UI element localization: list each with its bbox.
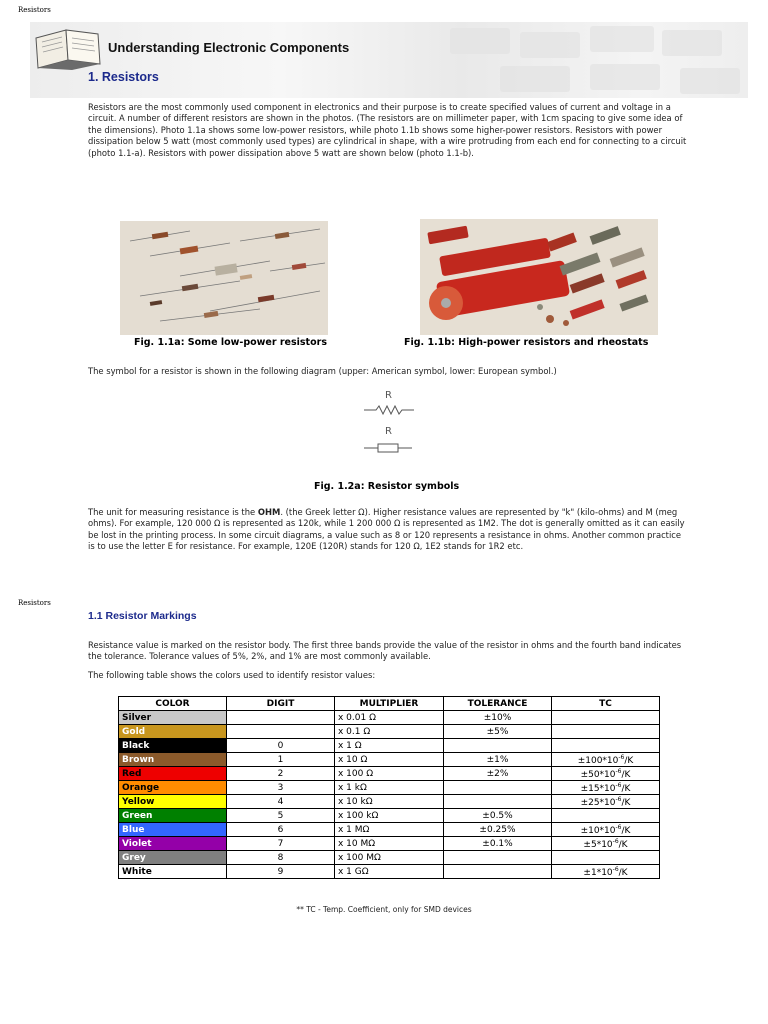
multiplier-cell: x 1 Ω xyxy=(335,739,444,753)
digit-cell: 7 xyxy=(227,837,335,851)
figure-caption-2a: Fig. 1.2a: Resistor symbols xyxy=(314,481,460,492)
multiplier-cell: x 10 Ω xyxy=(335,753,444,767)
open-book-icon xyxy=(32,24,104,70)
color-name-cell: Blue xyxy=(119,823,227,837)
digit-cell: 9 xyxy=(227,865,335,879)
color-name-cell: Orange xyxy=(119,781,227,795)
table-row xyxy=(119,739,660,753)
section-title: 1. Resistors xyxy=(88,70,159,84)
tolerance-cell xyxy=(444,781,552,795)
digit-cell: 2 xyxy=(227,767,335,781)
running-header: Resistors xyxy=(18,6,51,14)
digit-cell: 3 xyxy=(227,781,335,795)
table-row xyxy=(119,795,660,809)
table-intro: The following table shows the colors used to identify resistor values: xyxy=(88,670,376,680)
header-multiplier: MULTIPLIER xyxy=(335,697,444,711)
tc-cell: $\pm 10*10^{-6}/K$ xyxy=(552,823,660,837)
european-symbol-label: R xyxy=(385,426,392,437)
multiplier-cell: x 1 GΩ xyxy=(335,865,444,879)
page-title: Understanding Electronic Components xyxy=(108,40,350,55)
table-row xyxy=(119,809,660,823)
multiplier-cell: x 100 kΩ xyxy=(335,809,444,823)
tc-cell: $\pm 100*10^{-6}/K$ xyxy=(552,753,660,767)
digit-cell xyxy=(227,711,335,725)
color-name-cell: Green xyxy=(119,809,227,823)
european-resistor-symbol xyxy=(360,441,420,455)
digit-cell: 4 xyxy=(227,795,335,809)
table-row xyxy=(119,753,660,767)
unit-paragraph: The unit for measuring resistance is the OHM. (the Greek letter Ω). Higher resistance values are represented by "k" (kilo-ohms) and M (meg ohms). For example, 120 000 Ω is represented as 120k, while 1 200 000 Ω is represented as 1M2. The dot is generally omitted as it can easily be lost in the printing process. In some circuit diagrams, a value such as 8 or 120 represents a resistance in ohms. Another common practice is to use the letter E for resistance. For example, 120E (120R) stands for 120 Ω, 1E2 stands for 1R2 etc. xyxy=(88,507,685,552)
color-name-cell: Grey xyxy=(119,851,227,865)
table-header-row xyxy=(119,697,660,711)
symbol-paragraph: The symbol for a resistor is shown in the following diagram (upper: American symbol, lower: European symbol.) xyxy=(88,366,557,376)
color-name-cell: Yellow xyxy=(119,795,227,809)
tc-cell: $\pm 25*10^{-6}/K$ xyxy=(552,795,660,809)
multiplier-cell: x 10 MΩ xyxy=(335,837,444,851)
multiplier-cell: x 10 kΩ xyxy=(335,795,444,809)
tc-cell xyxy=(552,711,660,725)
markings-paragraph: Resistance value is marked on the resistor body. The first three bands provide the value of the resistor in ohms and the fourth band indicates the tolerance. Tolerance values of 5%, 2%, and 1% are most commonly available. xyxy=(88,640,682,662)
american-resistor-symbol xyxy=(360,404,420,416)
digit-cell: 0 xyxy=(227,739,335,753)
multiplier-cell: x 100 Ω xyxy=(335,767,444,781)
high-power-resistors-photo xyxy=(420,219,658,335)
digit-cell: 6 xyxy=(227,823,335,837)
color-name-cell: Red xyxy=(119,767,227,781)
digit-cell: 8 xyxy=(227,851,335,865)
tc-cell xyxy=(552,851,660,865)
digit-cell: 5 xyxy=(227,809,335,823)
tolerance-cell: ±1% xyxy=(444,753,552,767)
tolerance-cell: ±10% xyxy=(444,711,552,725)
tolerance-cell xyxy=(444,739,552,753)
color-code-table xyxy=(118,696,660,879)
multiplier-cell: x 100 MΩ xyxy=(335,851,444,865)
american-symbol-label: R xyxy=(385,390,392,401)
low-power-resistors-photo xyxy=(120,221,328,335)
multiplier-cell: x 0.1 Ω xyxy=(335,725,444,739)
resistor-symbols-diagram xyxy=(360,390,420,460)
page-banner xyxy=(30,22,748,98)
running-header: Resistors xyxy=(18,599,51,607)
table-row xyxy=(119,851,660,865)
tc-cell xyxy=(552,809,660,823)
multiplier-cell: x 1 MΩ xyxy=(335,823,444,837)
table-row xyxy=(119,823,660,837)
table-row xyxy=(119,837,660,851)
tolerance-cell: ±2% xyxy=(444,767,552,781)
tc-cell xyxy=(552,725,660,739)
header-tc: TC xyxy=(552,697,660,711)
color-name-cell: Silver xyxy=(119,711,227,725)
tc-cell: $\pm 50*10^{-6}/K$ xyxy=(552,767,660,781)
header-color: COLOR xyxy=(119,697,227,711)
tolerance-cell: ±5% xyxy=(444,725,552,739)
tolerance-cell xyxy=(444,795,552,809)
header-digit: DIGIT xyxy=(227,697,335,711)
color-name-cell: Black xyxy=(119,739,227,753)
tolerance-cell: ±0.25% xyxy=(444,823,552,837)
digit-cell: 1 xyxy=(227,753,335,767)
table-row xyxy=(119,711,660,725)
figure-caption-1b: Fig. 1.1b: High-power resistors and rheostats xyxy=(404,337,649,348)
color-name-cell: Violet xyxy=(119,837,227,851)
tc-cell: $\pm 15*10^{-6}/K$ xyxy=(552,781,660,795)
figure-caption-1a: Fig. 1.1a: Some low-power resistors xyxy=(134,337,327,348)
color-name-cell: Gold xyxy=(119,725,227,739)
color-name-cell: White xyxy=(119,865,227,879)
markings-title: 1.1 Resistor Markings xyxy=(88,610,197,622)
tolerance-cell: ±0.5% xyxy=(444,809,552,823)
table-row xyxy=(119,865,660,879)
table-row xyxy=(119,767,660,781)
digit-cell xyxy=(227,725,335,739)
intro-paragraph: Resistors are the most commonly used component in electronics and their purpose is to create specified values of current and voltage in a circuit. A number of different resistors are shown in the photos. (The resistors are on millimeter paper, with 1cm spacing to give some idea of the dimensions). Photo 1.1a shows some low-power resistors, while photo 1.1b shows some higher-power resistors. Resistors with power dissipation below 5 watt (most commonly used types) are cylindrical in shape, with a wire protruding from each end for connecting to a circuit (photo 1.1-a). Resistors with power dissipation above 5 watt are shown below (photo 1.1-b). xyxy=(88,102,687,158)
table-row xyxy=(119,725,660,739)
tc-cell xyxy=(552,739,660,753)
tolerance-cell: ±0.1% xyxy=(444,837,552,851)
footnote: ** TC - Temp. Coefficient, only for SMD devices xyxy=(296,905,472,914)
tc-cell: $\pm 1*10^{-6}/K$ xyxy=(552,865,660,879)
tolerance-cell xyxy=(444,851,552,865)
tolerance-cell xyxy=(444,865,552,879)
multiplier-cell: x 1 kΩ xyxy=(335,781,444,795)
header-tolerance: TOLERANCE xyxy=(444,697,552,711)
table-row xyxy=(119,781,660,795)
multiplier-cell: x 0.01 Ω xyxy=(335,711,444,725)
color-name-cell: Brown xyxy=(119,753,227,767)
tc-cell: $\pm 5*10^{-6}/K$ xyxy=(552,837,660,851)
